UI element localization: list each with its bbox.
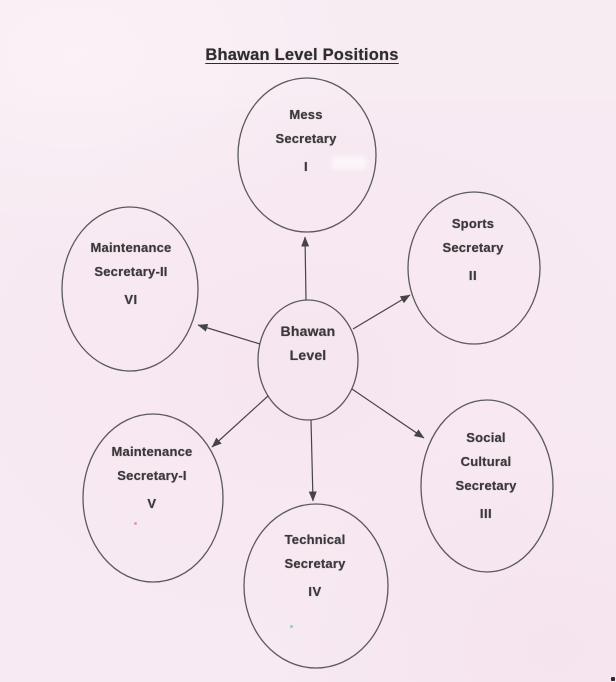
node-label-line: Secretary <box>284 556 346 571</box>
node-label-line: Maintenance <box>90 240 172 255</box>
node-label-line: Secretary <box>455 478 517 493</box>
node-technical-secretary <box>235 528 395 604</box>
arrow-center-to-technical <box>311 420 313 501</box>
node-label-line: Maintenance <box>111 444 193 459</box>
arrow-center-to-mess <box>305 237 306 300</box>
node-label-line: Cultural <box>460 454 512 469</box>
node-label-line: Bhawan <box>280 323 336 339</box>
scan-speck <box>290 625 293 628</box>
node-label-line: Secretary-I <box>117 468 187 483</box>
node-label-line: Mess <box>289 107 323 122</box>
node-label-line: Sports <box>451 216 495 231</box>
scan-speck <box>611 677 615 681</box>
node-numeral: VI <box>124 292 138 307</box>
node-sports-secretary <box>393 212 553 288</box>
node-numeral: I <box>303 159 309 174</box>
node-label-line: Level <box>289 347 327 363</box>
node-social-cultural-secretary <box>406 426 566 526</box>
node-numeral: III <box>479 506 493 521</box>
node-label-line: Secretary <box>275 131 337 146</box>
node-label-line: Secretary-II <box>94 264 168 279</box>
page-title-text: Bhawan Level Positions <box>205 46 399 64</box>
scan-speck <box>134 522 137 525</box>
node-numeral: V <box>147 496 157 511</box>
node-label-line: Social <box>466 430 506 445</box>
node-numeral: IV <box>308 584 322 599</box>
node-maintenance-secretary-ii <box>51 236 211 312</box>
node-label-line: Technical <box>284 532 346 547</box>
node-numeral: II <box>468 268 478 283</box>
node-label-line: Secretary <box>442 240 504 255</box>
node-bhawan-level <box>228 319 388 367</box>
node-maintenance-secretary-i <box>72 440 232 516</box>
scan-smudge <box>331 156 367 170</box>
